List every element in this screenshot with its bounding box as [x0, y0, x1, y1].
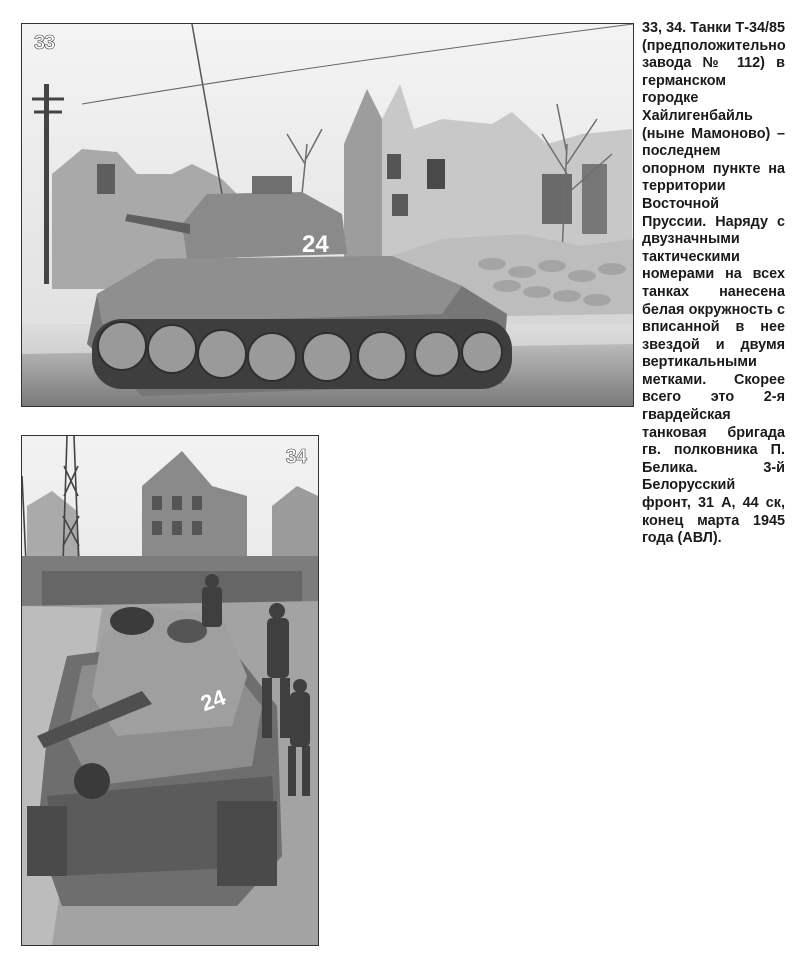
tank-number-34: 24 [197, 684, 229, 717]
photo-33 [21, 23, 634, 407]
photo-number-34: 34 [285, 446, 306, 468]
photo-33-image [22, 24, 633, 406]
photo-34 [21, 435, 319, 946]
photo-caption: 33, 34. Танки Т-34/85 (предположительно завода № 112) в германском городке Хайлигенбайль (ныне Мамоново) – последнем опорном пункте на территории Восточной Пруссии. Наряду с двузначными тактическими номерами на всех танках нанесена белая окружность с вписанной в нее звездой и двумя вертикальными метками. Скорее всего это 2-я гвардейская танковая бригада гв. полковника П. Белика. 3-й Белорусский фронт, 31 А, 44 ск, конец марта 1945 года (АВЛ). [642, 20, 786, 547]
photo-number-33: 33 [34, 32, 55, 54]
tank-number-33: 24 [302, 231, 329, 258]
photo-34-image [22, 436, 318, 945]
